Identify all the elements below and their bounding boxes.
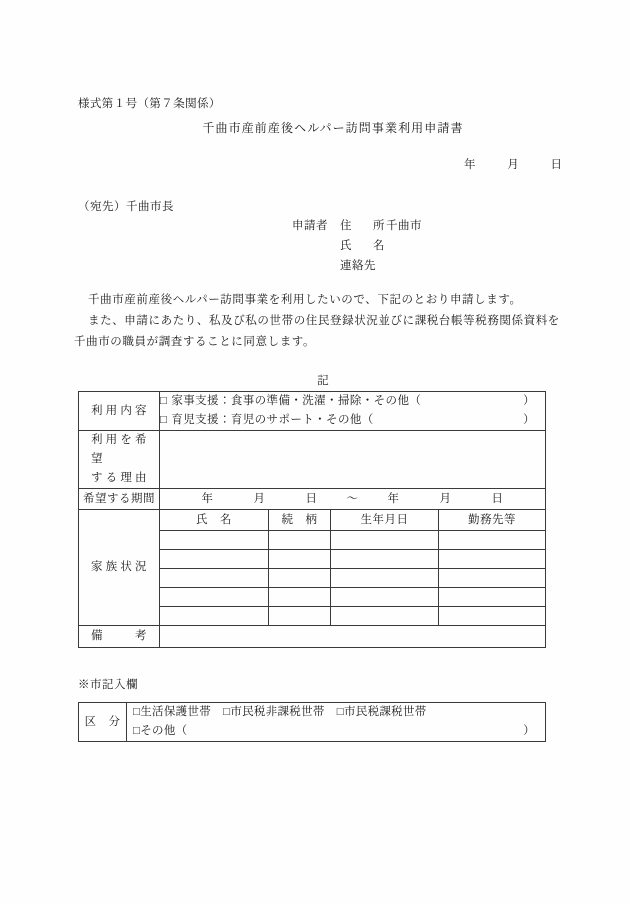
classification-welfare-household-label: 生活保護世帯 bbox=[140, 706, 212, 718]
applicant-label-name: 氏 名 bbox=[340, 240, 390, 252]
applicant-row-name bbox=[292, 236, 422, 256]
family-cell-birthdate[interactable] bbox=[331, 531, 439, 550]
table-row-family-header bbox=[79, 510, 546, 531]
family-cell-name[interactable] bbox=[160, 531, 269, 550]
applicant-value-address: 千曲市 bbox=[386, 220, 422, 232]
cell-reason-value[interactable] bbox=[160, 431, 546, 489]
family-cell-name[interactable] bbox=[160, 607, 269, 626]
period-start-month: 月 bbox=[253, 493, 266, 505]
family-cell-relation[interactable] bbox=[269, 531, 331, 550]
cell-remarks-value[interactable] bbox=[160, 626, 546, 648]
period-end-year: 年 bbox=[387, 493, 400, 505]
applicant-label-address: 住 所 bbox=[340, 220, 390, 232]
family-column-header-birthdate: 生年月日 bbox=[331, 510, 439, 531]
family-cell-name[interactable] bbox=[160, 588, 269, 607]
addressee: （宛先）千曲市長 bbox=[78, 201, 174, 213]
table-row-classification bbox=[79, 703, 546, 742]
checkbox-childcare-icon[interactable]: □ bbox=[160, 414, 168, 426]
family-cell-workplace[interactable] bbox=[439, 531, 546, 550]
label-period: 希望する期間 bbox=[79, 489, 160, 510]
classification-gap-1 bbox=[211, 703, 223, 722]
checkbox-taxable-household-icon[interactable]: □ bbox=[336, 706, 344, 718]
family-column-header-name: 氏 名 bbox=[160, 510, 269, 531]
period-end-month: 月 bbox=[439, 493, 452, 505]
applicant-row-address bbox=[292, 216, 422, 236]
body-paragraph-2: また、申請にあたり、私及び私の世帯の住民登録状況並びに課税台帳等税務関係資料を bbox=[88, 315, 560, 327]
family-cell-birthdate[interactable] bbox=[331, 607, 439, 626]
checkbox-nontaxable-household-icon[interactable]: □ bbox=[223, 706, 231, 718]
usage-option-housework-label: 家事支援：食事の準備・洗濯・掃除・その他（ bbox=[171, 395, 422, 407]
label-reason: 利用を希望 する理由 bbox=[79, 431, 160, 489]
period-start-year: 年 bbox=[201, 493, 214, 505]
table-row-reason bbox=[79, 431, 546, 489]
classification-gap-2 bbox=[325, 703, 337, 722]
classification-options-line2 bbox=[127, 722, 545, 741]
family-cell-workplace[interactable] bbox=[439, 588, 546, 607]
classification-nontaxable-household-label: 市民税非課税世帯 bbox=[230, 706, 325, 718]
body-paragraph-1: 千曲市産前産後ヘルパー訪問事業を利用したいので、下記のとおり申請します。 bbox=[88, 294, 522, 306]
usage-option-childcare-tail: ） bbox=[523, 414, 536, 426]
city-classification-table bbox=[78, 702, 546, 742]
ki-mark: 記 bbox=[317, 375, 329, 387]
checkbox-housework-icon[interactable]: □ bbox=[160, 395, 168, 407]
family-cell-birthdate[interactable] bbox=[331, 588, 439, 607]
date-year-label: 年 bbox=[464, 159, 476, 171]
family-column-header-relation: 続 柄 bbox=[269, 510, 331, 531]
table-row-usage-content bbox=[79, 392, 546, 431]
family-cell-workplace[interactable] bbox=[439, 569, 546, 588]
body-paragraphs bbox=[74, 290, 566, 353]
period-inner bbox=[160, 489, 545, 509]
usage-option-childcare[interactable] bbox=[160, 411, 545, 430]
usage-option-childcare-label: 育児支援：育児のサポート・その他（ bbox=[171, 414, 374, 426]
period-start-day: 日 bbox=[305, 493, 318, 505]
usage-option-housework-tail: ） bbox=[523, 395, 536, 407]
family-cell-workplace[interactable] bbox=[439, 607, 546, 626]
cell-classification-options bbox=[127, 703, 546, 742]
document-title: 千曲市産前産後ヘルパー訪問事業利用申請書 bbox=[202, 121, 464, 135]
family-cell-workplace[interactable] bbox=[439, 550, 546, 569]
family-column-header-workplace: 勤務先等 bbox=[439, 510, 546, 531]
table-row-remarks bbox=[79, 626, 546, 648]
classification-other-label: その他（ bbox=[140, 725, 188, 737]
applicant-tag-spacer-1 bbox=[292, 236, 340, 256]
family-cell-birthdate[interactable] bbox=[331, 550, 439, 569]
family-cell-relation[interactable] bbox=[269, 569, 331, 588]
body-paragraph-3: 千曲市の職員が調査することに同意します。 bbox=[74, 336, 316, 348]
family-cell-birthdate[interactable] bbox=[331, 569, 439, 588]
family-cell-relation[interactable] bbox=[269, 607, 331, 626]
classification-options-line1 bbox=[127, 703, 545, 722]
usage-option-housework[interactable] bbox=[160, 392, 545, 411]
period-separator: ～ bbox=[346, 493, 359, 505]
main-form-table bbox=[78, 391, 546, 648]
family-cell-relation[interactable] bbox=[269, 550, 331, 569]
applicant-tag-spacer-2 bbox=[292, 256, 340, 276]
table-row-period bbox=[79, 489, 546, 510]
checkbox-welfare-household-icon[interactable]: □ bbox=[133, 706, 141, 718]
family-cell-relation[interactable] bbox=[269, 588, 331, 607]
date-month-label: 月 bbox=[507, 159, 519, 171]
applicant-block bbox=[292, 216, 422, 276]
form-number: 様式第１号（第７条関係） bbox=[78, 98, 221, 110]
label-family-status: 家族状況 bbox=[79, 510, 160, 626]
cell-usage-content-options bbox=[160, 392, 546, 431]
date-line bbox=[464, 156, 562, 172]
classification-other-tail: ） bbox=[523, 725, 535, 737]
date-day-label: 日 bbox=[550, 159, 562, 171]
classification-taxable-household-label: 市民税課税世帯 bbox=[343, 706, 427, 718]
label-usage-content: 利用内容 bbox=[79, 392, 160, 431]
applicant-tag: 申請者 bbox=[292, 220, 328, 232]
family-cell-name[interactable] bbox=[160, 550, 269, 569]
cell-period-value[interactable] bbox=[160, 489, 546, 510]
checkbox-other-icon[interactable]: □ bbox=[133, 725, 141, 737]
period-end-day: 日 bbox=[491, 493, 504, 505]
label-classification: 区 分 bbox=[79, 703, 127, 742]
applicant-label-contact: 連絡先 bbox=[340, 260, 376, 272]
city-use-note: ※市記入欄 bbox=[78, 679, 138, 691]
applicant-row-contact bbox=[292, 256, 422, 276]
family-cell-name[interactable] bbox=[160, 569, 269, 588]
label-remarks: 備考 bbox=[79, 626, 160, 648]
